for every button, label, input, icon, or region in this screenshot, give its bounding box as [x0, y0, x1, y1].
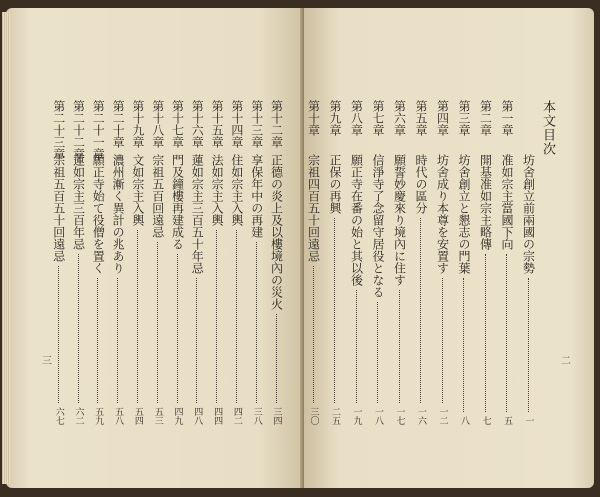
- toc-entry: [189, 100, 205, 425]
- toc-chapter-title: 住如宗主入輿: [229, 154, 244, 226]
- dot-leader: [377, 302, 378, 403]
- dot-leader: [276, 314, 277, 403]
- toc-page-number: 四八: [192, 407, 203, 425]
- toc-chapter-number: 第七章: [371, 100, 385, 136]
- toc-chapter-title: 法如宗主入輿: [210, 154, 225, 226]
- dot-leader: [399, 290, 400, 403]
- toc-page-number: 一二: [437, 407, 448, 425]
- dot-leader: [313, 266, 314, 403]
- toc-page-number: 五: [502, 416, 512, 425]
- dot-leader: [463, 278, 464, 412]
- toc-page-number: 一八: [373, 407, 383, 425]
- toc-chapter-number: 第十六章: [190, 100, 205, 148]
- toc-chapter-title: 門及鐘樓再建成る: [170, 154, 185, 250]
- toc-page-number: 三四: [271, 407, 282, 425]
- toc-chapter-number: 第二章: [478, 100, 493, 136]
- toc-page-number: 一九: [351, 407, 362, 425]
- toc-entry: [499, 100, 515, 425]
- toc-page-number: 五三: [152, 407, 163, 425]
- toc-entry: [169, 100, 185, 425]
- toc-chapter-number: 第一章: [500, 100, 514, 136]
- toc-chapter-number: 第五章: [414, 100, 428, 136]
- toc-chapter-number: 第二十三章: [51, 100, 66, 160]
- toc-chapter-number: 第十四章: [229, 100, 244, 148]
- toc-entry: [228, 100, 244, 425]
- toc-entry: [149, 100, 165, 425]
- toc-chapter-number: 第二十二章: [71, 100, 86, 160]
- toc-page-number: 三〇: [308, 407, 319, 425]
- dot-leader: [236, 230, 237, 403]
- toc-entry: [248, 100, 264, 425]
- toc-page-number: 七: [480, 416, 491, 425]
- dot-leader: [117, 278, 118, 403]
- right-folio: 二: [561, 356, 571, 367]
- toc-entry: [50, 100, 66, 425]
- toc-chapter-title: 坊舍創立前兩國の宗勢: [521, 154, 536, 274]
- dot-leader: [157, 242, 158, 403]
- toc-entry: [456, 100, 472, 425]
- left-folio: 三: [42, 356, 52, 367]
- toc-entry: [110, 100, 126, 425]
- toc-page-number: 四四: [212, 407, 223, 425]
- toc-chapter-number: 第四章: [435, 100, 450, 136]
- toc-chapter-title: 開基准如宗主略傳: [478, 154, 493, 250]
- toc-chapter-title: 宗祖五百五十回遠忌: [51, 154, 66, 262]
- toc-entry: [305, 100, 321, 425]
- dot-leader: [506, 254, 507, 412]
- dot-leader: [196, 278, 197, 403]
- toc-chapter-title: 坊舍創立と懇志の門葉: [457, 154, 471, 274]
- page-edges: [2, 12, 10, 484]
- toc-chapter-number: 第九章: [328, 100, 342, 136]
- toc-chapter-number: 第十三章: [249, 100, 264, 148]
- dot-leader: [137, 230, 138, 403]
- toc-chapter-number: 第十五章: [210, 100, 225, 148]
- toc-chapter-title: 濃州漸く異計の兆あり: [111, 154, 126, 274]
- dot-leader: [256, 242, 257, 403]
- toc-chapter-number: 第八章: [349, 100, 364, 136]
- toc-page-number: 四二: [231, 407, 242, 425]
- dot-leader: [485, 254, 486, 412]
- toc-page-number: 六七: [53, 407, 64, 425]
- toc-page-number: 八: [459, 416, 469, 425]
- toc-chapter-title: 願正寺在番の始と其以後: [349, 154, 364, 286]
- dot-leader: [334, 218, 335, 403]
- toc-chapter-title: 坊舍成り本尊を安置す: [435, 154, 450, 274]
- toc-chapter-title: 准如宗主當國下向: [500, 154, 514, 250]
- toc-page-number: 五四: [132, 407, 143, 425]
- toc-entry: [370, 100, 386, 425]
- toc-chapter-title: 信淨寺了念留守居役となる: [371, 154, 385, 298]
- toc-chapter-title: 享保年中の再建: [249, 154, 264, 238]
- toc-entry: [129, 100, 145, 425]
- toc-page-number: 一: [523, 416, 534, 425]
- toc-chapter-title: 正德の炎上及以樓境內の災火: [269, 154, 284, 310]
- toc-page-number: 二五: [330, 407, 340, 425]
- toc-page-number: 一六: [416, 407, 426, 425]
- toc-heading: 本文目次: [540, 100, 555, 156]
- toc-page-number: 五八: [113, 407, 124, 425]
- toc-entry: [209, 100, 225, 425]
- toc-chapter-title: 正保の再興: [328, 154, 342, 214]
- toc-chapter-number: 第十章: [306, 100, 321, 136]
- dot-leader: [97, 278, 98, 403]
- toc-page-number: 四九: [172, 407, 183, 425]
- toc-chapter-title: 願正寺始て役僧を置く: [91, 154, 106, 274]
- toc-page-number: 一七: [394, 407, 405, 425]
- dot-leader: [78, 254, 79, 403]
- toc-entry: [520, 100, 536, 425]
- toc-chapter-number: 第六章: [392, 100, 407, 136]
- dot-leader: [528, 278, 529, 412]
- toc-entry: [268, 100, 284, 425]
- toc-page-number: 三八: [251, 407, 262, 425]
- toc-chapter-number: 第三章: [457, 100, 471, 136]
- toc-chapter-title: 宗祖四百五十回遠忌: [306, 154, 321, 262]
- toc-chapter-number: 第二十章: [111, 100, 126, 148]
- toc-chapter-number: 第十九章: [130, 100, 145, 148]
- toc-entry: [70, 100, 86, 425]
- toc-entry: [413, 100, 429, 425]
- toc-entry: [477, 100, 493, 425]
- toc-chapter-title: 時代の區分: [414, 154, 428, 214]
- toc-chapter-title: 願誓妙慶來り境內に住す: [392, 154, 407, 286]
- toc-page-number: 五九: [93, 407, 104, 425]
- toc-entry: [90, 100, 106, 425]
- dot-leader: [58, 266, 59, 403]
- toc-entry: [391, 100, 407, 425]
- toc-entry: [348, 100, 364, 425]
- toc-chapter-number: 第十二章: [269, 100, 284, 148]
- toc-chapter-number: 第十七章: [170, 100, 185, 148]
- dot-leader: [356, 290, 357, 403]
- toc-chapter-title: 文如宗主入輿: [130, 154, 145, 226]
- dot-leader: [420, 218, 421, 403]
- dot-leader: [442, 278, 443, 403]
- dot-leader: [177, 254, 178, 403]
- toc-chapter-title: 宗祖五百回遠忌: [150, 154, 165, 238]
- toc-chapter-number: 第二十一章: [91, 100, 106, 160]
- toc-entry: [434, 100, 450, 425]
- dot-leader: [216, 230, 217, 403]
- toc-chapter-title: 蓮如宗主三百年忌: [71, 154, 86, 250]
- toc-entry: [327, 100, 343, 425]
- toc-chapter-number: 第十八章: [150, 100, 165, 148]
- toc-chapter-title: 蓮如宗主三百五十年忌: [190, 154, 205, 274]
- toc-page-number: 六二: [73, 407, 84, 425]
